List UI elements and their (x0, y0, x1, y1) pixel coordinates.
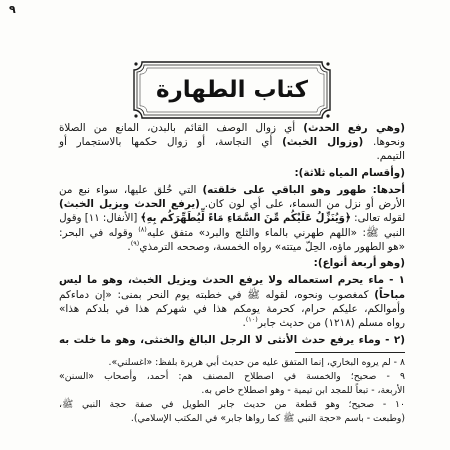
body-line (58, 211, 405, 225)
matn-segment: مباحاً) (374, 289, 405, 301)
body-line (58, 226, 405, 240)
matn-segment: (يرفع الحدث ويزيل الخبث) (59, 198, 200, 210)
body-line (58, 135, 405, 149)
chapter-title: كتاب الطهارة (155, 77, 309, 103)
matn-segment: ١ - ماء يحرم استعماله ولا يرفع الحدث ويزيل الخبث، وهو ما ليس (59, 274, 405, 286)
footnote-line (58, 356, 405, 370)
quran-verse: ﴿وَيُنَزِّلُ عَلَيْكُم مِّنَ السَّمَاءِ مَاءً لِّيُطَهِّرَكُم بِهِ﴾ (140, 212, 351, 224)
sharh-segment: أي زوال الوصف القائم بالبدن، المانع من الصلاة (58, 122, 304, 134)
body-line (58, 197, 405, 211)
sharh-segment: وقوله في البحر: (59, 227, 139, 239)
body-line (58, 288, 405, 302)
footnote-ref: (١٠) (245, 315, 258, 324)
matn-segment: (وأقسام المياه ثلاثة): (294, 167, 405, 179)
footnote-line (58, 398, 405, 412)
sharh-segment: التيمم. (376, 150, 405, 162)
body-line (58, 302, 405, 316)
body-line (58, 149, 405, 163)
footnote-line (58, 370, 405, 384)
matn-segment: (وزوال الخبث) (282, 136, 364, 148)
footnote-line (58, 412, 405, 426)
sharh-segment: وأموالكم، عليكم حرام، كحرمة يومكم هذا في شهركم هذا في بلدكم هذا» (59, 303, 405, 315)
body-line (58, 333, 405, 347)
body-line (58, 121, 405, 135)
body-line (58, 240, 405, 254)
matn-segment: (٢ - وماء يرفع حدث الأنثى لا الرجل البالغ والخنثى، وهو ما خلت به (59, 334, 405, 346)
sharh-segment: «هو الطهور ماؤه، الحِلّ ميتته» رواه الخمسة، وصححه الترمذي (139, 241, 405, 253)
footnote-text: (وطبعت - باسم «حجة النبي ﷺ كما رواها جابر» في المكتب الإسلامي). (130, 413, 405, 424)
body-line (58, 166, 405, 180)
footnote-text: ٩ - صحيح؛ والخمسة في اصطلاح المصنف هم: أحمد، وأصحاب «السنن» (59, 371, 405, 382)
sharh-segment: الأرض أو نزل من السماء، على أي لون كان. (199, 198, 405, 210)
sharh-segment: كمغصوب ونحوه، لقوله ﷺ في خطبته يوم النحر بمنى: «إن دماءكم (59, 289, 375, 301)
footnote-ref: (٩) (130, 239, 140, 248)
sharh-segment: التي خُلق عليها، سواء نبع من (59, 184, 203, 196)
sharh-segment: لقوله تعالى: (350, 212, 405, 224)
sharh-segment: . (242, 317, 246, 329)
footnote-text: ٨ - لم يروه البخاري، إنما المتفق عليه من حديث أبي هريرة بلفظ: «اغسلني». (108, 357, 405, 368)
matn-segment: أحدها: طهور وهو الباقي على خلقته) (202, 184, 405, 196)
body-line (58, 273, 405, 287)
page-number: ٩ (9, 3, 16, 16)
body-line (58, 316, 405, 330)
sharh-segment: . (127, 241, 131, 253)
matn-segment: (وهي رفع الحدث) (303, 122, 405, 134)
body-line (58, 256, 405, 270)
sharh-segment: [الأنفال: ١١] وقول (59, 212, 141, 224)
footnote-ref: (٨) (138, 225, 147, 234)
footnote-text: ١٠ - صحيح؛ وهو قطعة من حديث جابر الطويل في صفة حجة النبي ﷺ، (59, 399, 405, 410)
sharh-segment: أي النجاسة، أو زوال حكمها بالاستجمار أو (59, 136, 283, 148)
sharh-segment: رواه مسلم (١٢١٨) من حديث جابر (257, 317, 405, 329)
footnote-text: الأربعة، - تبعاً للمجد ابن تيمية - وهو اصطلاح خاص به. (201, 385, 405, 396)
footnote-separator (295, 352, 405, 353)
sharh-segment: ونحوها. (363, 136, 405, 148)
matn-segment: (وهو أربعة أنواع): (313, 257, 405, 269)
sharh-segment: النبي ﷺ: «اللهم طهرني بالماء والثلج والبرد» متفق عليه (146, 227, 405, 239)
footnote-line (58, 384, 405, 398)
body-line (58, 183, 405, 197)
